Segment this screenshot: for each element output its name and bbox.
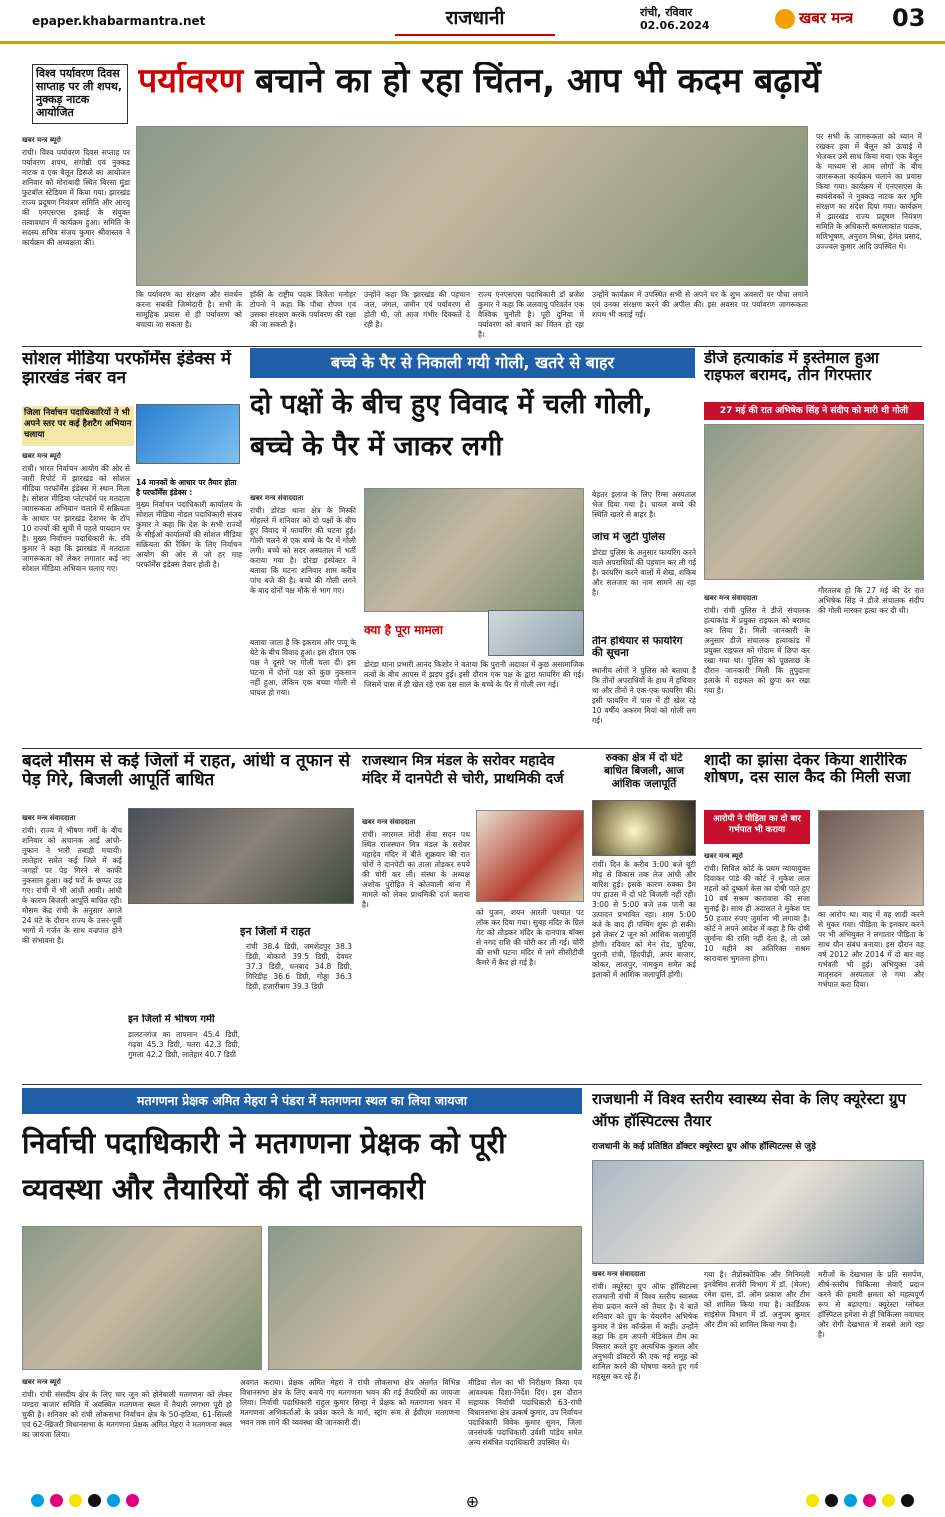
print-registration-bar [0,1486,945,1517]
story9-photo-right [268,1226,582,1370]
story10-headline[interactable]: राजधानी में विश्व स्तरीय स्वास्थ्य सेवा के लिए क्यूरेस्टा ग्रुप ऑफ हॉस्पिटल्स तैयार [592,1090,906,1130]
story3-sub1-body: डोरंडा पुलिस के अनुसार फायरिंग करने वाले अपराधियों की पहचान कर ली गई है। फायरिंग करने वालों में शेख, शकिब और सलजार का नाम सामने आ रहा है। [592,548,696,597]
story10-body2: गया है। लैप्रोस्कोपिक और मिनिमली इनवेसिव सर्जरी विभाग में डॉ. (मेजर) रमेश दास, डॉ. ओम प्रकाश और टीम को शामिल किया गया है। कार्डियक साइंसेज विभाग में डॉ. अनुपम कुमार और टीम को शामिल किया गया है। [704,1270,810,1329]
city-day: रांची, रविवार [640,6,693,19]
story4-body: रांची। रांची पुलिस ने डीजे संचालक हत्याकांड में प्रयुक्त राइफल को बरामद कर लिया है। मिली जानकारी के अनुसार डीजे संचालक हत्याकांड में प्रयुक्त राइफल को गोदाम में छिपा कर रखा गया था। पुलिस को पूछताछ के दौरान जानकारी मिली कि तुपुदाना इलाके में राइफल को छुपा कर रखा गया है। [704,606,810,695]
yellow-dot [69,1494,82,1507]
story10-body: रांची। क्यूरेस्टा ग्रुप ऑफ हॉस्पिटल्स राजधानी रांची में विश्व स्तरीय स्वास्थ्य सेवा प्रदान करने को तैयार है। ये बातें शनिवार को ग्रुप के चेयरमैन अभिषेक कुमार ने प्रेस कॉन्फ्रेंस में कहीं। उन्होंने कहा कि हम अपनी मेडिकल टीम का विस्तार करते हुए अत्यधिक कुशल और अनुभवी डॉक्टरों की एक नई समूह को शामिल करने की घोषणा करते हुए गर्व महसूस कर रहे हैं। [592,1282,698,1381]
black-dot [88,1494,101,1507]
story4-byline: खबर मन्त्र संवाददाता [704,594,758,602]
yellow-dot [882,1494,895,1507]
story8-right: का आरोप था। बाद में वह शादी करने से मुकर गया। पीड़िता के इनकार करने पर भी अभियुक्त ने लगातार पीड़िता के साथ यौन संबंध बनाया। इस दौरान वह वर्ष 2012 और 2014 में दो बार वह गर्भवती भी हुई। अभियुक्त उसे मातृसदन अस्पताल ले गया और गर्भपात करा दिया। [818,910,924,989]
story1-side-title-box [32,64,128,124]
masthead-bar [0,0,945,44]
magenta-dot [126,1494,139,1507]
story5-headline[interactable]: बदले मौसम से कई जिलों में राहत, आंधी व तूफान से पेड़ गिरे, बिजली आपूर्ति बाधित [22,752,351,791]
story4-caption: गौरतलब हो कि 27 मई की देर रात अभिषेक सिंह ने डीजे संचालक संदीप की गोली मारकर हत्या कर दी थी। [818,586,924,615]
story5-temps2: डालटनगंज का तापमान 45.4 डिग्री, गढ़वा 45.3 डिग्री, चतरा 42.3 डिग्री, गुमला 42.2 डिग्री, लातेहार 40.7 डिग्री [128,1030,240,1059]
story9-body: रांची। रांची संसदीय क्षेत्र के लिए चार जून को होनेवाली मतगणना को लेकर पण्डरा बाजार समिति में अवस्थित मतगणना स्थल में तैयारी लगभग पूरी हो चुकी है। शनिवार को रांची लोकसभा निर्वाचन क्षेत्र के 50-हटिया, 61-सिल्ली एवं 62-खिजरी विधानसभा के मतगणना प्रेक्षक अमित मेहरा ने मतगणना स्थल का जायजा लिया। [22,1390,232,1439]
story9-body3: मीडिया सेल का भी निरीक्षण किया एवं आवश्यक दिशा-निर्देश दिए। इस दौरान सहायक निर्वाची पदाधिकारी 63-रांची विधानसभा क्षेत्र उत्कर्ष कुमार, उप निर्वाचन पदाधिकारी विवेक कुमार सुमन, जिला जनसंपर्क पदाधिकारी उर्वशी पांडेय समेत अन्य संबंधित पदाधिकारी उपस्थित थे। [468,1378,582,1447]
story3-right-body: बेहतर इलाज के लिए रिम्स अस्पताल भेज दिया गया है। घायल बच्चे की स्थिति खतरे से बाहर है। [592,490,696,519]
magenta-dot [50,1494,63,1507]
story3-banner: बच्चे के पैर से निकाली गयी गोली, खतरे से बाहर [250,348,695,378]
story2-byline: खबर मन्त्र ब्यूरो [22,452,61,460]
story1-headline[interactable] [138,62,928,112]
story8-body: रांची। सिविल कोर्ट के प्रथम न्यायायुक्त दिवाकर पांडे की कोर्ट ने मुकेश लाल महतो को दुष्कर्म केस का दोषी पाते हुए 10 वर्ष सश्रम कारावास की सजा सुनाई है। साथ ही अदालत ने मुकेश पर 50 हजार रुपए जुर्माना भी लगाया है। कोर्ट ने अपने आदेश में कहा है कि दोषी जुर्माना की राशि नहीं देता है, तो उसे 10 महीने का अतिरिक्त सश्रम कारावास भुगतना होगा। [704,864,810,963]
story6-photo [476,810,584,902]
story3-sub2: तीन हथियार से फायरिंग की सूचना [592,636,683,659]
story5-sub2: इन जिलों में भीषण गर्मी [128,1014,215,1025]
brand-logo[interactable] [775,8,853,29]
story1-col3: हॉकी के राष्ट्रीय पदक विजेता मनोहर टोपनो ने कहा कि पौधा रोपण एवं उसका संरक्षण करके पर्यावरण की रक्षा की जा सकती है। [250,290,356,329]
section-title: राजधानी [395,4,555,36]
story4-strip: 27 मई की रात अभिषेक सिंह ने संदीप को मारी थी गोली [704,402,924,420]
cyan-dot [844,1494,857,1507]
story4-photo [704,424,924,580]
black-dot [825,1494,838,1507]
story3-body2: बताया जाता है कि इकराम और पप्पू के बेटे के बीच विवाद हुआ। इस दौरान एक पक्ष ने दूसरे पर गोली चला दी। इस घटना में दोनों पक्ष को कुछ नुकसान नहीं हुआ, लेकिन एक बच्चा गोली से घायल हो गया। [250,638,356,697]
site-url[interactable]: epaper.khabarmantra.net [32,14,206,28]
page-number: 03 [892,4,926,32]
story1-headline-rest: बचाने का हो रहा चिंतन, आप भी कदम बढ़ायें [255,62,821,101]
story6-byline: खबर मन्त्र संवाददाता [362,818,416,826]
story8-box: आरोपी ने पीड़िता का दो बार गर्भपात भी कराया [704,810,810,844]
story10-byline: खबर मन्त्र संवाददाता [592,1270,646,1278]
story7-bulb-photo [592,800,696,856]
story2-social-media-graphic [136,404,240,464]
story1-side-title: विश्व पर्यावरण दिवस साप्ताह पर ली शपथ, नुक्कड़ नाटक आयोजित [36,67,123,119]
story1-right-col: पर सभी के जागरूकता को ध्यान में रखकर हवा में बैलून को ऊंचाई में भेजकर उसे साथ किया गया। एक बैलून के माध्यम से आम लोगों के बीच जागरूकता कार्यक्रम चलाने का प्रयास किया गया। कार्यक्रम में एनएसएस के स्वयंसेवकों ने नुक्कड़ नाटक कर भूमि संरक्षण का संदेश दिया गया। कार्यक्रम में झारखंड राज्य प्रदूषण नियंत्रण समिति के अधिकारी कमलाकांत पाठक, मणिभूषण, अनुराग मिश्रा, हेमंत प्रसाद, उज्ज्वल कुमार आदि उपस्थित थे। [816,132,922,251]
story1-col2: कि पर्यावरण का संरक्षण और संवर्धन करना सबकी जिम्मेदारी है। सभी के सामूहिक प्रयास से ही पर्यावरण को बचाया जा सकता है। [136,290,242,329]
story3-body: रांची। डोरंडा थाना क्षेत्र के मिस्की मोहल्ले में शनिवार को दो पक्षों के बीच हुए विवाद में फायरिंग की घटना हुई। गोली चलने से एक बच्चे के पैर में गोली लगी। बच्चे को सदर अस्पताल में भर्ती कराया गया है। डोरंडा इंस्पेक्टर ने बताया कि घटना शनिवार शाम करीब पांच बजे की है। बच्चे की गोली लगने के बाद दोनों पक्ष मौके से भाग गए। [250,506,356,595]
story8-byline: खबर मन्त्र ब्यूरो [704,852,743,860]
story9-headline[interactable]: निर्वाची पदाधिकारी ने मतगणना प्रेक्षक को पूरी व्यवस्था और तैयारियों की दी जानकारी [22,1126,506,1206]
story7-headline[interactable]: रुक्का क्षेत्र में दो घंटे बाधित बिजली, आज आंशिक जलापूर्ति [603,752,685,790]
story1-headline-red: पर्यावरण [138,62,244,101]
divider [22,1084,922,1085]
story3-box-title: क्या है पूरा मामला [364,624,443,637]
story6-headline[interactable]: राजस्थान मित्र मंडल के सरोवर महादेव मंदिर में दानपेटी से चोरी, प्राथमिकी दर्ज [362,753,564,787]
brand-name: खबर मन्त्र [799,9,854,27]
black-dot [901,1494,914,1507]
story8-headline[interactable]: शादी का झांसा देकर किया शारीरिक शोषण, दस साल कैद की मिली सजा [704,752,911,787]
color-dots-right [803,1492,917,1511]
story8-photo [818,810,924,906]
registration-mark-icon: ⊕ [465,1492,480,1511]
story3-box-body: डोरंडा थाना प्रभारी आनंद किशोर ने बताया कि पुरानी अदावत में कुछ असामाजिक तत्वों के बीच आपस में झड़प हुई। इसी दौरान एक पक्ष के द्वारा फायरिंग की गई। जिसमें पास में ही खेल रहे एक दस साल के बच्चे के पैर में गोली लग गई। [364,660,584,689]
story9-body2: अवगत कराया। प्रेक्षक अमित मेहरा ने रांची लोकसभा क्षेत्र अंतर्गत विभिन्न विधानसभा क्षेत्र के लिए बनाये गए मतगणना भवन की गई तैयारियों का जायजा लिया। निर्वाची पदाधिकारी राहुल कुमार सिन्हा ने प्रेक्षक को मतगणना भवन में मतगणना अभिकर्ताओं के प्रवेश करने के मार्ग, स्ट्रांग रूम से ईवीएम मतगणना भवन तक लाने की व्यवस्था की जानकारी दी। [240,1378,460,1427]
story1-body: रांची। विश्व पर्यावरण दिवस सप्ताह पर पर्यावरण शपथ, संगोष्ठी एवं नुक्कड़ नाटक व एक बैलून डिस्प्ले का आयोजन शनिवार को मोराबादी स्थित बिरसा मुंडा फुटबॉल स्टेडियम में किया गया। झारखंड राज्य प्रदूषण नियंत्रण समिति और आरयू की एनएसएस इकाई के संयुक्त तत्वावधान में कार्यक्रम हुआ। समिति के सदस्य सचिव संजय कुमार श्रीवास्तव ने कार्यक्रम की अध्यक्षता की। [22,148,130,247]
story1-byline: खबर मन्त्र ब्यूरो [22,136,61,144]
story9-byline: खबर मन्त्र ब्यूरो [22,1378,61,1386]
brand-icon [775,9,795,29]
story5-photo [128,808,354,904]
story4-headline[interactable]: डीजे हत्याकांड में इस्तेमाल हुआ राइफल बरामद, तीन गिरफ्तार [704,350,879,385]
story5-byline: खबर मन्त्र संवाददाता [22,814,76,822]
story2-col-head: 14 मानकों के आधार पर तैयार होता है परफॉर्मेंस इंडेक्स : [136,478,237,497]
story3-photo [364,488,584,612]
magenta-dot [863,1494,876,1507]
story2-body2: मुख्य निर्वाचन पदाधिकारी कार्यालय के सोशल मीडिया नोडल पदाधिकारी संजय कुमार ने कहा कि देश के सभी राज्यों के सीईओ कार्यालयों की सोशल मीडिया सक्रियता की रैंकिंग के लिए निर्वाचन आयोग की ओर से जो हर माह परफॉर्मेंस इंडेक्स तैयार होती है। [136,500,242,569]
story5-temps1: रांची 38.4 डिग्री, जमशेदपुर 38.3 डिग्री, बोकारो 39.5 डिग्री, देवघर 37.3 डिग्री, धनबाद 34.8 डिग्री, गिरिडीह 36.6 डिग्री, गोड्डा 36.3 डिग्री, हजारीबाग 39.3 डिग्री [246,942,352,991]
dateline [640,6,710,32]
story6-body2: को पुजन, शयन आरती पश्चात पट लॉक कर दिया गया। सुबह मंदिर के ग्रिल गेट को तोड़कर मंदिर के दानपात्र बॉक्स से नगद राशि की चोरी कर ली गई। चोरी की सभी घटना मंदिर में लगे सीसीटीवी कैमरे में कैद हो गई है। [476,908,584,967]
story2-body: रांची। भारत निर्वाचन आयोग की ओर से जारी रिपोर्ट में झारखंड को सोशल मीडिया परफॉर्मेंस इंडेक्स में स्थान मिला है। सोशल मीडिया प्लेटफॉर्म पर मतदाता जागरूकता अभियान चलाने में सक्रियता के आधार पर झारखंड देशभर के टॉप 10 राज्यों की सूची में पहले पायदान पर है। मुख्य निर्वाचन पदाधिकारी के. रवि कुमार ने कहा कि झारखंड में मतदाता जागरूकता को लेकर लगातार कई नए सोशल मीडिया अभियान चलाए गए। [22,464,130,573]
story1-photo [136,126,808,286]
divider [22,346,922,347]
story1-col6: उन्होंने कार्यक्रम में उपस्थित सभी से अपने घर के शुभ अवसरों पर पौधा लगाने एवं उनका संरक्षण करने की अपील की। इस अवसर पर पर्यावरण जागरूकता शपथ भी कराई गई। [592,290,808,319]
yellow-dot [806,1494,819,1507]
story2-headline[interactable]: सोशल मीडिया परफॉर्मेंस इंडेक्स में झारखंड नंबर वन [22,350,232,389]
story1-col5: राज्य एनएसएस पदाधिकारी डॉ ब्रजेश कुमार ने कहा कि जलवायु परिवर्तन एक वैश्विक चुनौती है। पूरी दुनिया में पर्यावरण को बचाने का चिंतन हो रहा है। [478,290,584,339]
divider [22,748,922,749]
issue-date: 02.06.2024 [640,19,710,32]
story5-sub1: इन जिलों में राहत [240,926,311,938]
story9-photo-left [22,1226,262,1370]
story9-banner: मतगणना प्रेक्षक अमित मेहरा ने पंडरा में मतगणना स्थल का लिया जायजा [22,1088,582,1114]
story3-sub1: जांच में जुटी पुलिस [592,532,666,543]
story2-subhead: जिला निर्वाचन पदाधिकारियों ने भी अपने स्तर पर कई हैशटैग अभियान चलाया [22,406,134,446]
story3-sub2-body: स्थानीय लोगों ने पुलिस को बताया है कि तीनों अपराधियों के हाथ में हथियार था और तीनों ने एक-एक फायरिंग की। इसी फायरिंग में पास में ही खेल रहे 10 वर्षीय अकरम मियां को गोली लग गई। [592,666,696,725]
cyan-dot [107,1494,120,1507]
story5-body: रांची। राज्य में भीषण गर्मी के बीच शनिवार को अचानक आई आंधी-तूफान ने भारी तबाही मचायी। लातेहार समेत कई जिले में कई जगहों पर पेड़ गिरने से काफी नुकसान हुआ। कई घरों के छप्पर उड़ गए। रांची में भी आंधी आयी। आंधी के कारण बिजली आपूर्ति बाधित रही। मौसम केंद्र रांची के अनुसार अगले 24 घंटे के दौरान राज्य के उत्तर-पूर्वी भागों में गर्जन के साथ वज्रपात होने की संभावना है। [22,826,122,945]
color-dots-left [28,1492,142,1511]
story10-body3: मरीजों के देखभाल के प्रति समर्पण, शीर्ष-स्तरीय चिकित्सा सेवाएँ प्रदान करने की हमारी क्षमता को महत्वपूर्ण रूप से बढ़ाएगा। क्यूरेस्टा ग्लोबल हॉस्पिटल हमेशा से ही चिकित्सा नवाचार और रोगी देखभाल में सबसे आगे रहा है। [818,1270,924,1339]
cyan-dot [31,1494,44,1507]
story10-photo [592,1160,924,1264]
story10-subhead: राजधानी के कई प्रतिष्ठित डॉक्टर क्यूरेस्टा ग्रुप ऑफ हॉस्पिटल्स से जुड़े [592,1142,816,1152]
story6-body: रांची। नगरमल मोदी सेवा सदन पथ स्थित राजस्थान मित्र मंडल के सरोवर महादेव मंदिर में बीते शुक्रवार की रात चोरों ने दानपेटी का ताला तोड़कर रुपये की चोरी कर ली। संस्था के अध्यक्ष अशोक पुरोहित ने कोतवाली थाना में मामले को लेकर प्राथमिकी दर्ज कराया है। [362,830,470,909]
story1-col4: उन्होंने कहा कि झारखंड की पहचान जल, जंगल, जमीन एवं पर्यावरण से होती थी, जो आज गंभीर दिक्कतें दे रही है। [364,290,470,329]
story7-body: रांची। दिन के करीब 3:00 बजे बूटी मोड़ से विकास तक तेज आंधी और बारिश हुई। इसके कारण रुक्का डैम पंप हाउस में दो घंटे बिजली नहीं रही। 3:00 से 5:00 बजे तक पानी का उत्पादन प्रभावित रहा। शाम 5:00 बजे के बाद ही पम्पिंग शुरू हो सकी। इसे लेकर 2 जून को आंशिक जलापूर्ति होगी। रविवार को मेन रोड, चुटिया, पुरानी रांची, हिंदपीढ़ी, अपर बाजार, कोकर, लालपुर, नामकुम समेत कई इलाकों में आंशिक जलापूर्ति होगी। [592,860,696,979]
story3-byline: खबर मन्त्र संवाददाता [250,494,304,502]
story3-bullet-photo [488,610,584,656]
story3-headline[interactable]: दो पक्षों के बीच हुए विवाद में चली गोली, बच्चे के पैर में जाकर लगी [250,389,653,462]
